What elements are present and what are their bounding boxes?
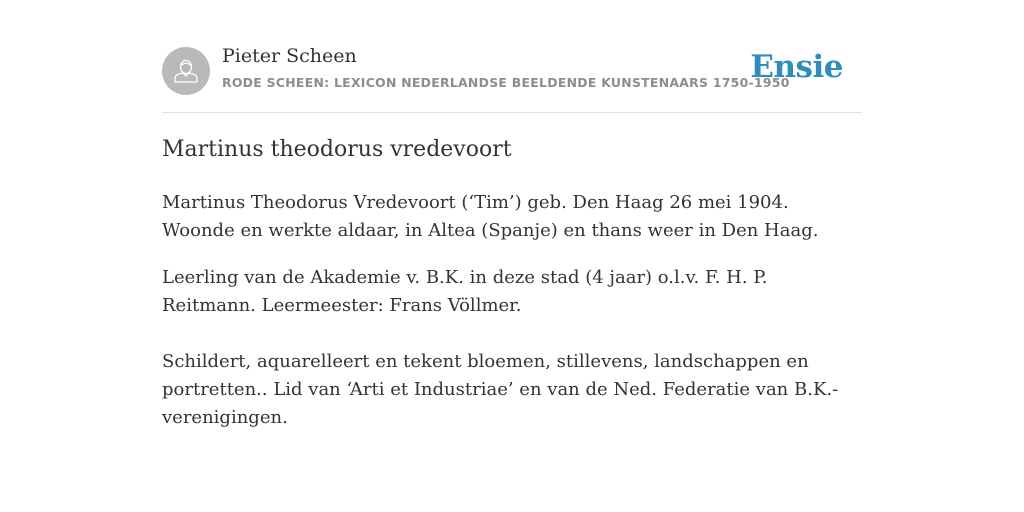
user-silhouette-icon [162, 47, 210, 95]
source-title[interactable]: RODE SCHEEN: LEXICON NEDERLANDSE BEELDENDE KUNSTENAARS 1750-1950 [222, 75, 790, 90]
ensie-logo[interactable]: Ensie [750, 49, 843, 85]
author-name[interactable]: Pieter Scheen [222, 45, 357, 67]
avatar[interactable] [162, 47, 210, 95]
article-header [162, 0, 862, 113]
page-title: Martinus theodorus vredevoort [162, 137, 512, 162]
article-card [162, 0, 862, 428]
article-paragraph: Schildert, aquarelleert en tekent bloemen, stillevens, landschappen en portretten.. Lid van ‘Arti et Industriae’ en van de Ned. Federatie van B.K.-verenigingen. [162, 351, 839, 428]
article-paragraph: Martinus Theodorus Vredevoort (‘Tim’) geb. Den Haag 26 mei 1904. Woonde en werkte aldaar, in Altea (Spanje) en thans weer in Den Haag. [162, 192, 819, 241]
article-paragraph: Leerling van de Akademie v. B.K. in deze stad (4 jaar) o.l.v. F. H. P. Reitmann. Leermeester: Frans Völlmer. [162, 267, 768, 316]
